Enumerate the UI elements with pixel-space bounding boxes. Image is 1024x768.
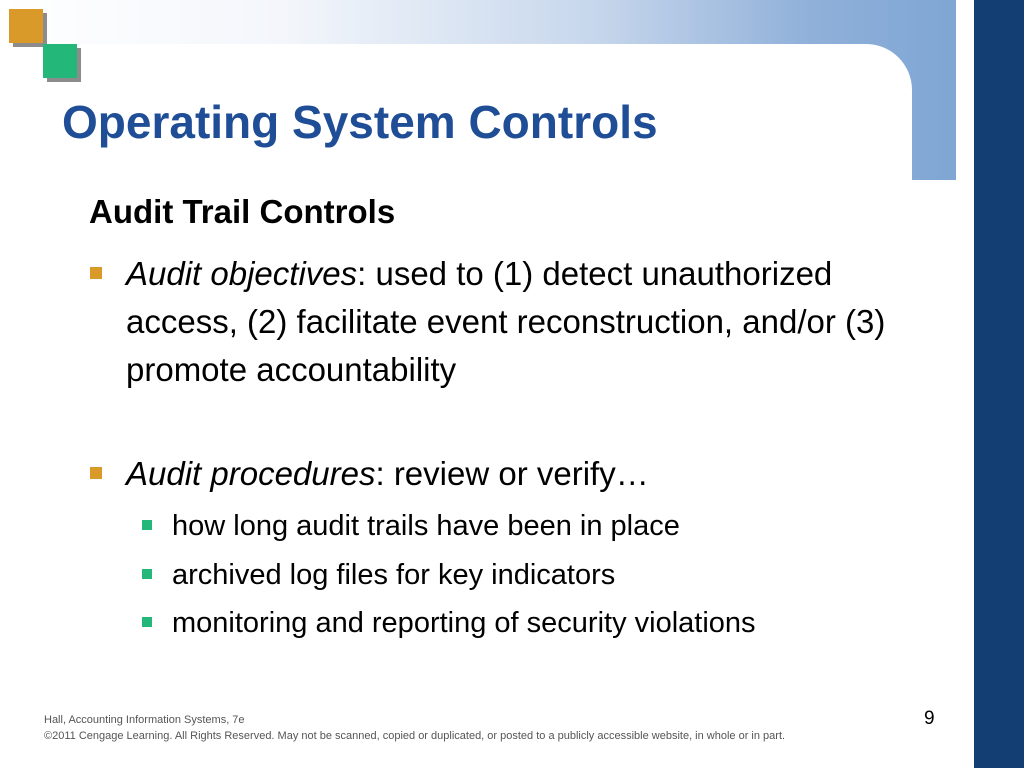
footer-copyright: ©2011 Cengage Learning. All Rights Reserved. May not be scanned, copied or duplicated, or posted to a publicly accessible website, in whole or in part. [44, 730, 786, 742]
sub-bullet-text: monitoring and reporting of security violations [172, 607, 756, 639]
green-bullet-icon [142, 520, 152, 530]
bullet-term: Audit objectives [126, 255, 358, 292]
page-number: 9 [924, 708, 935, 729]
orange-square-decoration [9, 9, 43, 43]
bullet-audit-procedures [126, 450, 896, 498]
sub-bullet-item [172, 508, 942, 544]
green-square-decoration [43, 44, 77, 78]
green-bullet-icon [142, 617, 152, 627]
sub-bullet-text: archived log files for key indicators [172, 559, 616, 591]
sub-bullet-text: how long audit trails have been in place [172, 510, 680, 542]
orange-bullet-icon [90, 467, 102, 479]
orange-bullet-icon [90, 267, 102, 279]
sub-bullet-item [172, 605, 942, 641]
sub-bullet-item [172, 557, 942, 593]
right-side-bar [974, 0, 1024, 768]
bullet-audit-objectives [126, 250, 896, 394]
slide-subtitle: Audit Trail Controls [89, 193, 396, 230]
bullet-text: : used to (1) detect unauthorized access, (2) facilitate event reconstruction, and/or (3) promote accountability [126, 255, 886, 388]
footer-citation: Hall, Accounting Information Systems, 7e [44, 714, 245, 726]
slide-title: Operating System Controls [62, 96, 658, 148]
bullet-term: Audit procedures [126, 455, 376, 492]
bullet-text: : review or verify… [375, 455, 649, 492]
green-bullet-icon [142, 569, 152, 579]
